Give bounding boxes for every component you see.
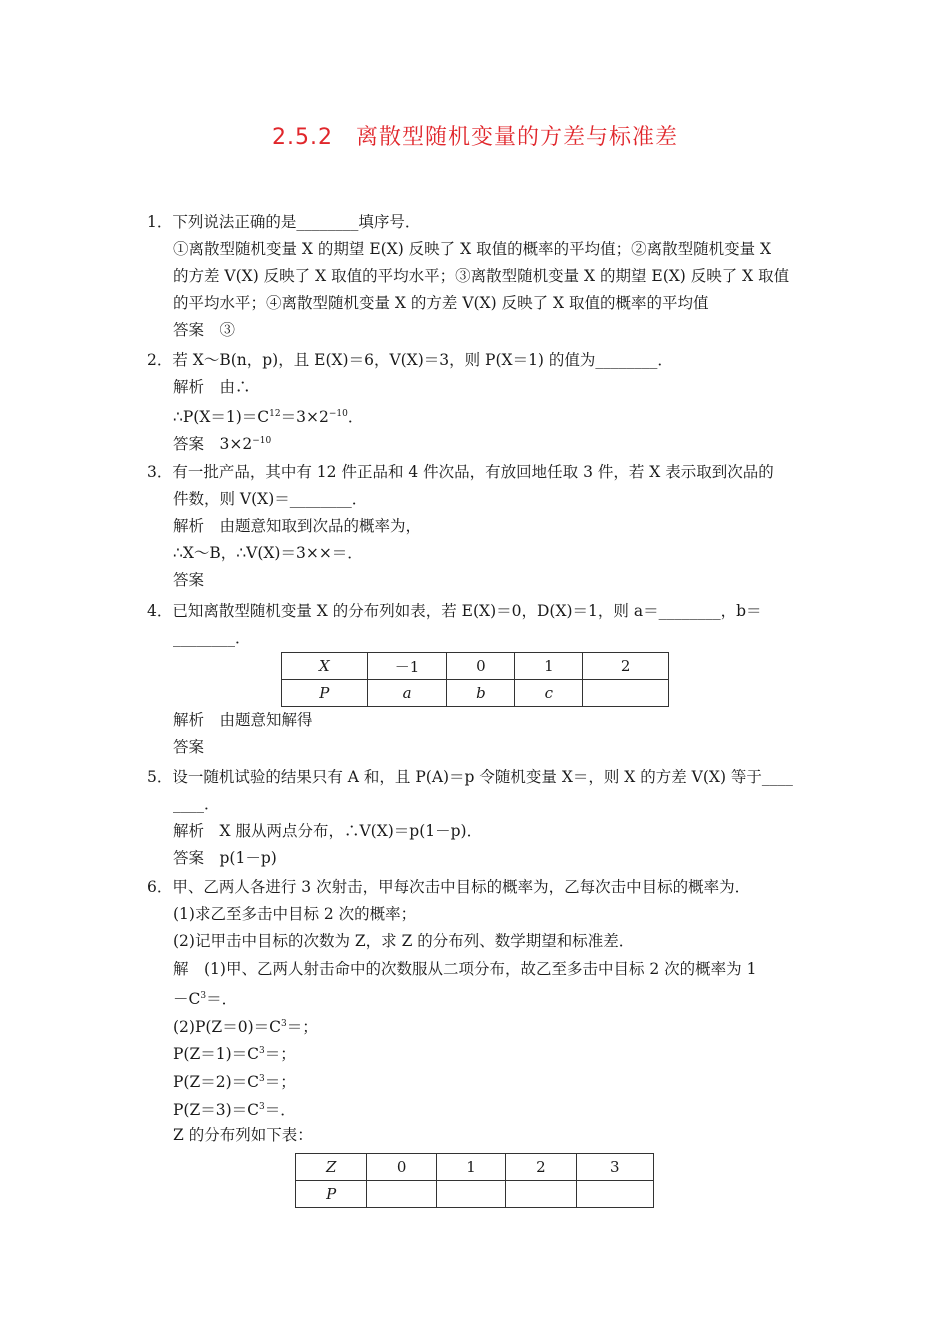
q4-answer: 答案 [173,738,205,756]
q4-analysis: 解析 由题意知解得 [173,711,313,729]
table-cell [583,680,669,707]
q6-line1: 6．甲、乙两人各进行 3 次射击，甲每次击中目标的概率为，乙每次击中目标的概率为． [147,878,751,896]
q4-line1: 4．已知离散型随机变量 X 的分布列如表，若 E(X)＝0，D(X)＝1，则 a＝________，b＝ [147,602,762,620]
table-cell: P [296,1181,367,1208]
table-cell: X [282,653,368,680]
q1-line4: 的平均水平；④离散型随机变量 X 的方差 V(X) 反映了 X 取值的概率的平均值 [173,294,709,312]
page-title: 2.5.2 离散型随机变量的方差与标准差 [272,125,678,150]
table-cell: 0 [367,1154,436,1181]
table-row [282,680,669,707]
q1-line1: 1．下列说法正确的是________填序号． [147,213,421,231]
q5-line2: ____． [173,795,220,813]
q6-pz3: $P(Z=3)=C^3=$． [173,1101,296,1119]
q1-line2: ①离散型随机变量 X 的期望 E(X) 反映了 X 取值的概率的平均值；②离散型随机变量 X [173,240,772,258]
table-cell [436,1181,505,1208]
table-row [282,653,669,680]
q6-part1: (1)求乙至多击中目标 2 次的概率； [173,905,417,923]
q5-analysis: 解析 X 服从两点分布，∴V(X)＝p(1－p)． [173,822,483,840]
table-cell [576,1181,653,1208]
table-cell [367,1181,436,1208]
q6-pz1: $P(Z=1)=C^3=$； [173,1045,296,1063]
table-cell: 1 [436,1154,505,1181]
table-cell: 2 [506,1154,576,1181]
q5-answer: 答案 p(1－p) [173,849,277,867]
q6-pz0: $(2)P(Z=0)=C^3=$； [173,1018,318,1036]
q3-analysis: 解析 由题意知取到次品的概率为， [173,517,422,535]
q3-line4: ∴X～B，∴V(X)＝3××＝． [173,544,363,562]
q3-line2: 件数，则 V(X)＝________． [173,490,368,508]
q1-line3: 的方差 V(X) 反映了 X 取值的平均水平；③离散型随机变量 X 的期望 E(X) 反映了 X 取值 [173,267,790,285]
q6-part2: (2)记甲击中目标的次数为 Z，求 Z 的分布列、数学期望和标准差． [173,932,635,950]
table-cell: －1 [367,653,447,680]
q3-answer: 答案 [173,571,205,589]
table-row [296,1154,654,1181]
q6-distribution-table [295,1153,654,1208]
table-row [296,1181,654,1208]
table-cell: c [515,680,583,707]
q2-line1: 2．若 X～B(n，p)，且 E(X)＝6，V(X)＝3，则 P(X＝1) 的值为________． [147,351,673,369]
table-cell: 2 [583,653,669,680]
table-cell: P [282,680,368,707]
table-cell: 0 [447,653,515,680]
q6-solution-line2: $-C^3=$． [173,990,238,1008]
table-cell: Z [296,1154,367,1181]
q2-analysis: 解析 由∴ [173,378,251,396]
table-cell [506,1181,576,1208]
q2-answer: 答案 $3\times 2^{-10}$ [173,435,272,453]
q6-pz2: $P(Z=2)=C^3=$； [173,1073,296,1091]
q6-table-title: Z 的分布列如下表： [173,1126,313,1144]
q4-line2: ________． [173,629,251,647]
q6-solution-line1: 解 (1)甲、乙两人射击命中的次数服从二项分布，故乙至多击中目标 2 次的概率为 1 [173,960,757,978]
q5-line1: 5．设一随机试验的结果只有 A 和，且 P(A)＝p 令随机变量 X＝，则 X 的方差 V(X) 等于____ [147,768,793,786]
q3-line1: 3．有一批产品，其中有 12 件正品和 4 件次品，有放回地任取 3 件，若 X 表示取到次品的 [147,463,774,481]
table-cell: b [447,680,515,707]
q1-answer: 答案 ③ [173,321,236,339]
q2-line3: $\therefore P(X=1)=C^{12}=3\times 2^{-10}$． [173,408,364,426]
q4-distribution-table [281,652,669,707]
table-cell: 3 [576,1154,653,1181]
table-cell: 1 [515,653,583,680]
table-cell: a [367,680,447,707]
